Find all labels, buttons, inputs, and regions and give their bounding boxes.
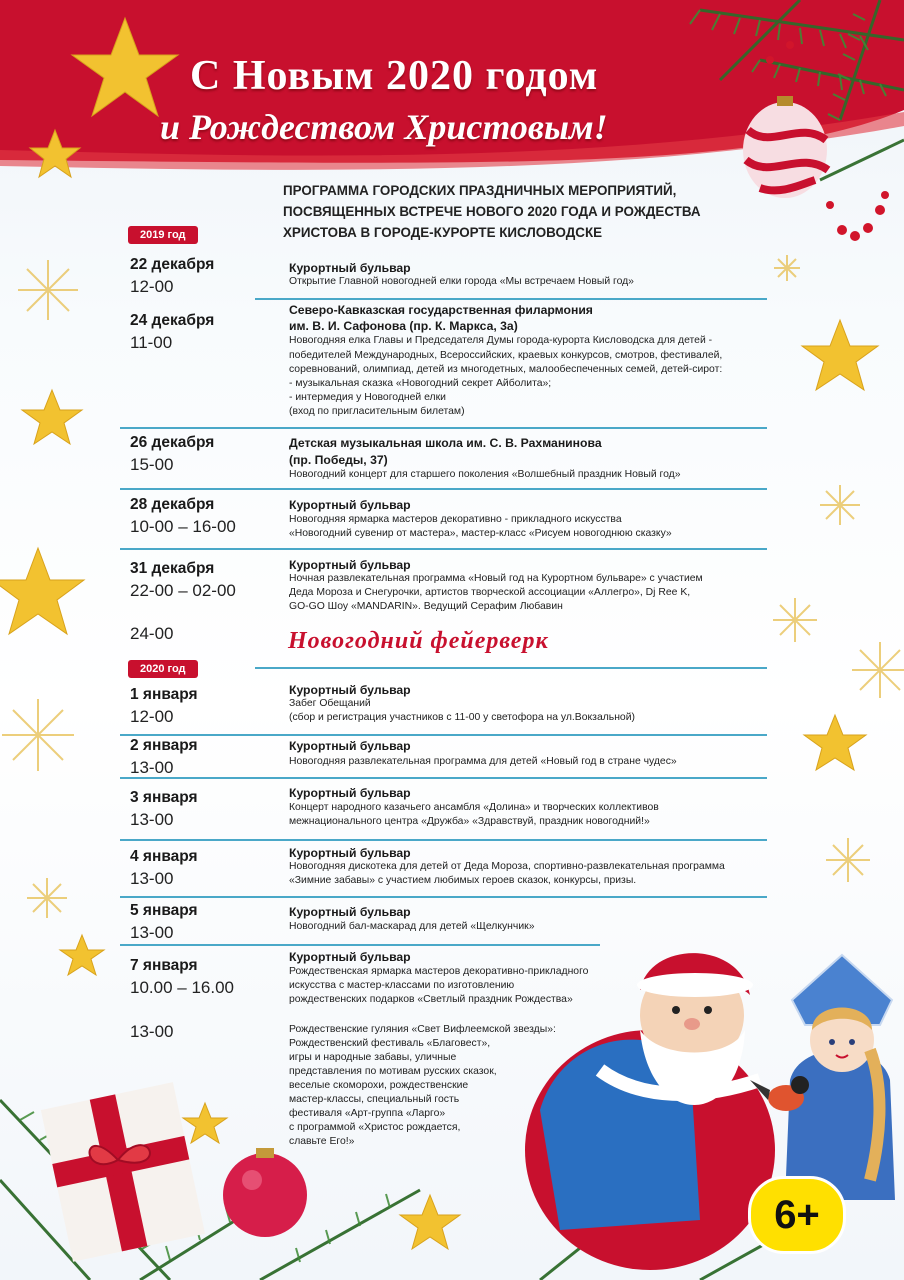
event-description: межнационального центра «Дружба» «Здравствуй, праздник новогодний!»	[289, 816, 650, 827]
snowflake	[826, 838, 870, 882]
event-venue: Курортный бульвар	[289, 786, 411, 800]
event-time: 15-00	[130, 455, 174, 474]
event-time: 12-00	[130, 277, 174, 296]
event-description: - музыкальная сказка «Новогодний секрет Айболита»;	[289, 378, 552, 389]
event-venue: Курортный бульвар	[289, 498, 411, 512]
event-time: 13-00	[130, 758, 174, 777]
bauble-red	[223, 1148, 307, 1237]
event-description: Новогодняя дискотека для детей от Деда Мороза, спортивно-развлекательная программа	[289, 861, 725, 872]
fireworks-highlight: Новогодний фейерверк	[288, 628, 549, 654]
event-venue: Курортный бульвар	[289, 905, 411, 919]
separator-line	[120, 427, 767, 429]
event-description: Новогодняя ярмарка мастеров декоративно - прикладного искусства	[289, 514, 622, 525]
event-date: 4 января	[130, 848, 198, 865]
event-description: Новогодний концерт для старшего поколения «Волшебный праздник Новый год»	[289, 469, 681, 480]
event-description: Рождественские гуляния «Свет Вифлеемской звезды»:	[289, 1024, 556, 1035]
subtitle-line: ХРИСТОВА В ГОРОДЕ-КУРОРТЕ КИСЛОВОДСКЕ	[283, 225, 603, 240]
event-description: Ночная развлекательная программа «Новый год на Курортном бульваре» с участием	[289, 573, 703, 584]
event-time: 22-00 – 02-00	[130, 581, 236, 600]
event-date: 3 января	[130, 789, 198, 806]
event-time: 10-00 – 16-00	[130, 517, 236, 536]
event-description: GO-GO Шоу «MANDARIN». Ведущий Серафим Любавин	[289, 601, 563, 612]
event-venue: Курортный бульвар	[289, 683, 411, 697]
event-description: представления по мотивам русских сказок,	[289, 1066, 497, 1077]
snowflake	[820, 485, 860, 525]
gold-star	[804, 715, 866, 770]
separator-line	[120, 734, 767, 736]
event-date: 5 января	[130, 902, 198, 919]
event-date: 31 декабря	[130, 560, 215, 577]
subtitle-line: ПРОГРАММА ГОРОДСКИХ ПРАЗДНИЧНЫХ МЕРОПРИЯТИЙ,	[283, 183, 677, 198]
event-time: 13-00	[130, 869, 174, 888]
snowflake	[18, 260, 78, 320]
event-description: «Зимние забавы» с участием любимых героев сказок, конкурсы, призы.	[289, 875, 637, 886]
event-description: - интермедия у Новогодней елки	[289, 392, 446, 403]
event-description: фестиваля «Арт-группа «Ларго»	[289, 1108, 446, 1119]
separator-line	[120, 944, 600, 946]
snowflake	[852, 642, 904, 698]
gold-star	[22, 390, 82, 444]
separator-line	[255, 667, 767, 669]
event-venue: Курортный бульвар	[289, 261, 411, 275]
event-description: мастер-классы, специальный гость	[289, 1094, 460, 1105]
event-venue: Курортный бульвар	[289, 846, 411, 860]
event-time: 11-00	[130, 333, 173, 352]
event-description: соревнований, олимпиад, детей из многодетных, малообеспеченных семей, детей-сирот:	[289, 364, 723, 375]
title-line-2: и Рождеством Христовым!	[160, 107, 608, 147]
event-description: славьте Его!»	[289, 1136, 355, 1147]
event-time: 24-00	[130, 624, 174, 643]
event-venue: Курортный бульвар	[289, 558, 411, 572]
event-venue: Детская музыкальная школа им. С. В. Рахманинова	[289, 436, 602, 450]
event-description: Новогодняя елка Главы и Председателя Думы города-курорта Кисловодска для детей -	[289, 335, 713, 346]
snowflake	[2, 699, 74, 771]
event-time: 10.00 – 16.00	[130, 978, 234, 997]
event-venue: Курортный бульвар	[289, 739, 411, 753]
event-time: 13-00	[130, 810, 174, 829]
gold-star	[400, 1195, 460, 1249]
snowflake	[774, 255, 800, 281]
gold-star	[183, 1103, 227, 1143]
separator-line	[120, 896, 767, 898]
event-time: 13-00	[130, 1022, 174, 1041]
age-rating-badge: 6+	[748, 1176, 846, 1254]
year-badge-2020: 2020 год	[128, 660, 198, 678]
gold-star	[60, 935, 104, 975]
event-date: 22 декабря	[130, 256, 215, 273]
separator-line	[120, 777, 767, 779]
gold-star	[0, 548, 84, 634]
separator-line	[120, 548, 767, 550]
subtitle-line: ПОСВЯЩЕННЫХ ВСТРЕЧЕ НОВОГО 2020 ГОДА И РОЖДЕСТВА	[283, 204, 701, 219]
event-venue: (пр. Победы, 37)	[289, 453, 388, 467]
event-description: с программой «Христос рождается,	[289, 1122, 461, 1133]
program-subtitle	[283, 180, 803, 243]
event-description: Рождественский фестиваль «Благовест»,	[289, 1038, 491, 1049]
event-description: Деда Мороза и Снегурочки, артистов творческой ассоциации «Аллегро», Dj Ree K,	[289, 587, 691, 598]
event-description: веселые скоморохи, рождественские	[289, 1080, 469, 1091]
separator-line	[255, 298, 767, 300]
event-description: «Новогодний сувенир от мастера», мастер-класс «Рисуем новогоднюю сказку»	[289, 528, 672, 539]
event-date: 7 января	[130, 957, 198, 974]
event-description: рождественских подарков «Светлый праздник Рождества»	[289, 994, 573, 1005]
title-line-1: С Новым 2020 годом	[190, 53, 599, 99]
event-venue: им. В. И. Сафонова (пр. К. Маркса, 3а)	[289, 319, 518, 333]
event-description: искусства с мастер-классами по изготовлению	[289, 980, 515, 991]
event-description: Новогодний бал-маскарад для детей «Щелкунчик»	[289, 921, 535, 932]
event-description: Открытие Главной новогодней елки города «Мы встречаем Новый год»	[289, 276, 634, 287]
event-description: Новогодняя развлекательная программа для детей «Новый год в стране чудес»	[289, 756, 677, 767]
gift-box	[41, 1082, 205, 1262]
separator-line	[120, 839, 767, 841]
event-date: 1 января	[130, 686, 198, 703]
event-description: Рождественская ярмарка мастеров декоративно-прикладного	[289, 966, 589, 977]
event-date: 28 декабря	[130, 496, 215, 513]
event-description: игры и народные забавы, уличные	[289, 1052, 457, 1063]
event-description: Концерт народного казачьего ансамбля «Долина» и творческих коллективов	[289, 802, 659, 813]
event-description: Забег Обещаний	[289, 698, 371, 709]
year-badge-2019: 2019 год	[128, 226, 198, 244]
event-description: (вход по пригласительным билетам)	[289, 406, 465, 417]
event-time: 13-00	[130, 923, 174, 942]
event-venue: Северо-Кавказская государственная филармония	[289, 303, 593, 317]
event-date: 26 декабря	[130, 434, 215, 451]
event-date: 2 января	[130, 737, 198, 754]
event-venue: Курортный бульвар	[289, 950, 411, 964]
event-description: (сбор и регистрация участников с 11-00 у светофора на ул.Вокзальной)	[289, 712, 635, 723]
snowflake	[27, 878, 67, 918]
event-description: победителей Международных, Всероссийских, краевых конкурсов, смотров, фестивалей,	[289, 350, 723, 361]
event-date: 24 декабря	[130, 312, 215, 329]
event-time: 12-00	[130, 707, 174, 726]
gold-star	[802, 320, 878, 390]
snowflake	[773, 598, 817, 642]
separator-line	[120, 488, 767, 490]
